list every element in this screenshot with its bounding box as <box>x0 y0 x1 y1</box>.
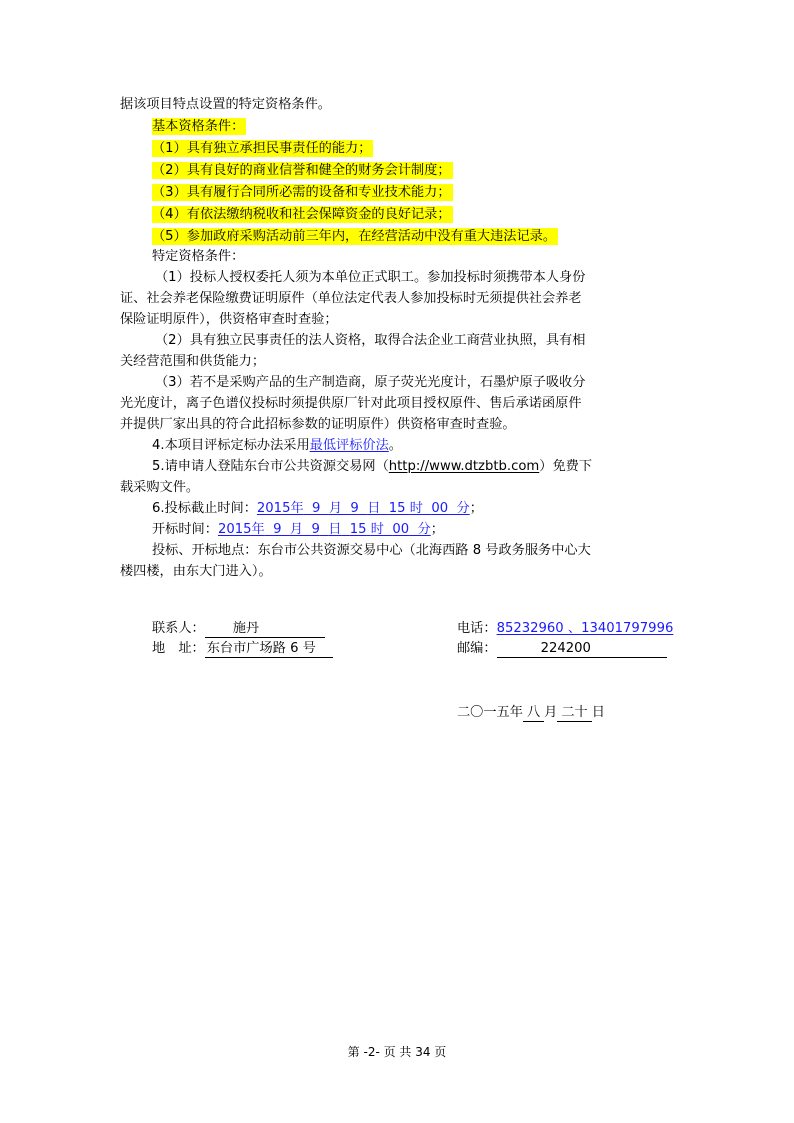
basic-item-5-text: （5）参加政府采购活动前三年内，在经营活动中没有重大违法记录。 <box>152 229 557 244</box>
basic-item-2 <box>152 161 453 181</box>
section-4-suffix: 。 <box>388 438 402 453</box>
section-4 <box>152 436 402 456</box>
bid-opening-end: ； <box>430 522 444 537</box>
contact-zip-value: 224200 <box>497 640 667 658</box>
section-5-suffix: ）免费下 <box>539 459 593 474</box>
section-5-prefix: 5.请申请人登陆东台市公共资源交易网（ <box>152 459 389 474</box>
contact-person <box>152 619 325 639</box>
contact-person-value: 施丹 <box>205 620 325 638</box>
bid-deadline-label: 6.投标截止时间： <box>152 501 257 516</box>
special-item-3-line-3: 并提供厂家出具的符合此招标参数的证明原件）供资格审查时查验。 <box>120 417 516 432</box>
contact-phone-value[interactable]: 85232960 、13401797996 <box>496 621 674 636</box>
contact-zip <box>457 639 667 659</box>
special-item-2-line-2: 关经营范围和供货能力； <box>120 354 266 369</box>
basic-item-4 <box>152 205 453 225</box>
contact-phone <box>457 619 673 639</box>
date-month: 八 <box>523 704 544 722</box>
basic-item-3-text: （3）具有履行合同所必需的设备和专业技术能力； <box>152 185 451 200</box>
bid-deadline-end: ； <box>469 501 483 516</box>
contact-phone-label: 电话： <box>457 621 497 636</box>
basic-item-4-text: （4）有依法缴纳税收和社会保障资金的良好记录； <box>152 207 451 222</box>
bid-opening-value: 2015年 9 月 9 日 15 时 00 分 <box>217 522 431 537</box>
date-prefix: 二〇一五年 <box>457 705 523 720</box>
date-ri: 日 <box>591 705 605 720</box>
special-item-3-line-1: （3）若不是采购产品的生产制造商，原子荧光光度计，石墨炉原子吸收分 <box>155 375 586 390</box>
special-title: 特定资格条件： <box>152 249 245 264</box>
date-day: 二十 <box>557 704 591 722</box>
basic-item-2-text: （2）具有良好的商业信誉和健全的财务会计制度； <box>152 163 451 178</box>
basic-item-1-text: （1）具有独立承担民事责任的能力； <box>152 141 372 156</box>
basic-title-text: 基本资格条件： <box>152 119 245 134</box>
page-footer: 第 -2- 页 共 34 页 <box>347 1045 447 1059</box>
section-5-line-1 <box>152 457 592 477</box>
section-5-line-2: 载采购文件。 <box>120 480 200 495</box>
contact-address-label: 地 址： <box>152 641 205 656</box>
basic-item-3 <box>152 183 453 203</box>
section-4-prefix: 4.本项目评标定标办法采用 <box>152 438 310 453</box>
contact-address <box>152 639 333 659</box>
issue-date <box>457 703 605 723</box>
basic-item-5 <box>152 227 558 247</box>
intro-tail: 据该项目特点设置的特定资格条件。 <box>120 97 331 112</box>
bid-opening-label: 开标时间： <box>152 522 218 537</box>
bid-opening <box>152 520 444 540</box>
basic-item-1 <box>152 139 373 159</box>
special-item-3-line-2: 光光度计，离子色谱仪投标时须提供原厂针对此项目授权原件、售后承诺函原件 <box>120 396 582 411</box>
contact-zip-label: 邮编： <box>457 641 497 656</box>
bid-deadline <box>152 499 483 519</box>
bid-place-line-2: 楼四楼，由东大门进入）。 <box>120 564 272 579</box>
special-item-1-line-2: 证、社会养老保险缴费证明原件（单位法定代表人参加投标时无须提供社会养老 <box>120 291 582 306</box>
contact-person-label: 联系人： <box>152 621 205 636</box>
special-item-2-line-1: （2）具有独立民事责任的法人资格，取得合法企业工商营业执照，具有相 <box>155 333 586 348</box>
special-item-1-line-1: （1）投标人授权委托人须为本单位正式职工。参加投标时须携带本人身份 <box>155 270 586 285</box>
special-item-1-line-3: 保险证明原件），供资格审查时查验； <box>120 312 338 327</box>
bid-place-line-1: 投标、开标地点：东台市公共资源交易中心（北海西路 8 号政务服务中心大 <box>152 543 591 558</box>
website-url-link[interactable]: http://www.dtzbtb.com <box>388 459 540 474</box>
basic-title <box>152 117 246 137</box>
bid-deadline-value: 2015年 9 月 9 日 15 时 00 分 <box>256 501 470 516</box>
contact-address-value: 东台市广场路 6 号 <box>205 640 333 658</box>
date-yue: 月 <box>544 705 558 720</box>
evaluation-method-link[interactable]: 最低评标价法 <box>309 438 389 453</box>
